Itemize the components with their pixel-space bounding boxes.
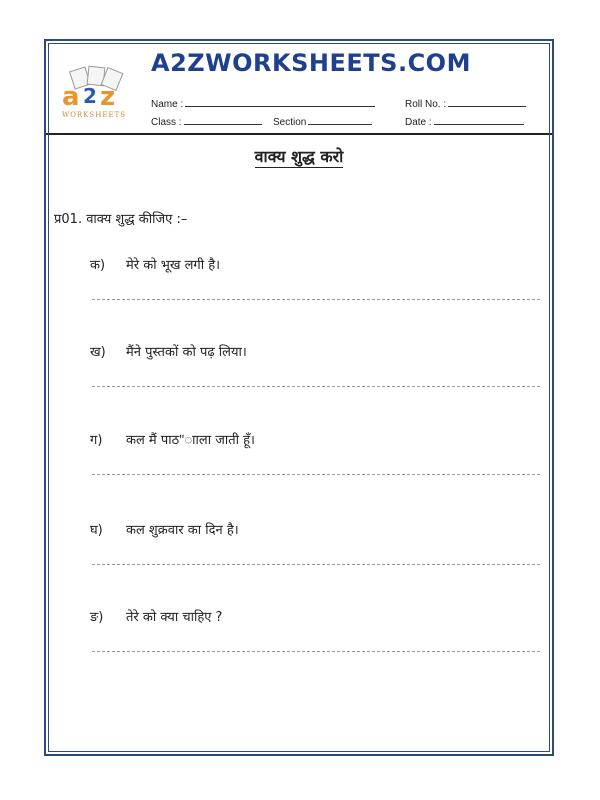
exercise-item xyxy=(90,342,247,360)
answer-line[interactable] xyxy=(92,651,540,652)
worksheet-header xyxy=(46,41,552,135)
answer-line[interactable] xyxy=(92,386,540,387)
exercise-item xyxy=(90,520,239,538)
item-marker: घ) xyxy=(90,523,103,538)
roll-no-label: Roll No. : xyxy=(405,99,447,110)
date-input-line[interactable] xyxy=(434,115,524,125)
name-field xyxy=(151,97,375,110)
site-title[interactable]: A2ZWORKSHEETS.COM xyxy=(151,49,471,77)
class-label: Class : xyxy=(151,117,182,128)
a2z-logo xyxy=(58,65,140,121)
class-input-line[interactable] xyxy=(184,115,262,125)
item-sentence: मैंने पुस्तकों को पढ़ लिया। xyxy=(126,345,247,360)
exercise-item xyxy=(90,430,255,448)
name-label: Name : xyxy=(151,99,184,110)
section-label: Section xyxy=(273,117,307,128)
item-sentence: कल मैं पाठ"ााला जाती हूँ। xyxy=(126,433,255,448)
item-marker: ख) xyxy=(90,345,106,360)
item-sentence: तेरे को क्या चाहिए ? xyxy=(126,610,223,625)
item-sentence: कल शुक्रवार का दिन है। xyxy=(126,523,239,538)
answer-line[interactable] xyxy=(92,564,540,565)
worksheet-title-text: वाक्य शुद्ध करो xyxy=(254,147,344,166)
roll-no-input-line[interactable] xyxy=(448,97,526,107)
roll-no-field xyxy=(405,97,526,110)
class-field xyxy=(151,115,262,128)
exercise-item xyxy=(90,607,222,625)
svg-text:WORKSHEETS: WORKSHEETS xyxy=(62,111,127,119)
svg-text:z: z xyxy=(100,82,116,112)
answer-line[interactable] xyxy=(92,299,540,300)
section-input-line[interactable] xyxy=(308,115,372,125)
answer-line[interactable] xyxy=(92,474,540,475)
date-field xyxy=(405,115,524,128)
svg-text:2: 2 xyxy=(83,84,97,108)
item-marker: ङ) xyxy=(90,610,104,625)
name-input-line[interactable] xyxy=(185,97,375,107)
logo-papers-icon xyxy=(70,66,123,90)
item-sentence: मेरे को भूख लगी है। xyxy=(126,258,221,273)
svg-text:a: a xyxy=(62,82,80,112)
item-marker: ग) xyxy=(90,433,103,448)
date-label: Date : xyxy=(405,117,432,128)
worksheet-title xyxy=(46,145,552,167)
question-prompt: प्र01. वाक्य शुद्ध कीजिए :– xyxy=(54,212,188,227)
section-field xyxy=(273,115,372,128)
exercise-item xyxy=(90,255,220,273)
item-marker: क) xyxy=(90,258,106,273)
page-frame xyxy=(44,39,554,756)
